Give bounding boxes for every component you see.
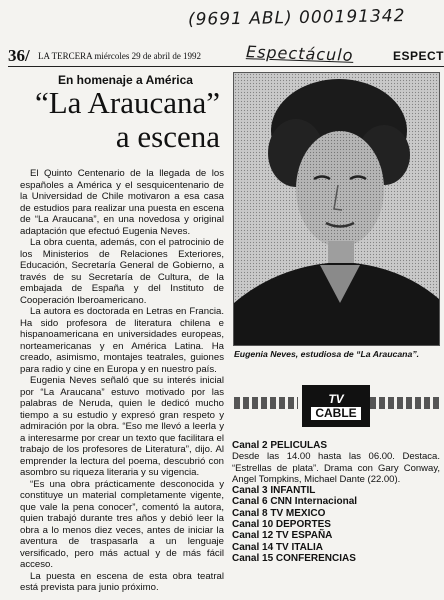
tv-logo-band-right xyxy=(370,397,440,409)
channel-description: Desde las 14.00 hasta las 06.00. Destaca. “Estrellas de plata”. Drama con Gary Conway, Angel Tompkins, Michael Dante (22.00). xyxy=(232,451,440,485)
article-headline xyxy=(20,86,220,154)
handwritten-section-note: Espectáculo xyxy=(245,42,354,65)
article-paragraph: El Quinto Centenario de la llegada de los españoles a América y el sesquicentenario de la Universidad de Chile motivaron a esa casa de estudios para realizar una puesta en escena de “La Araucana”, en una novedosa y original adaptación que efectuó Eugenia Neves. xyxy=(20,168,224,237)
article-paragraph: La autora es doctorada en Letras en Francia. Ha sido profesora de literatura chilena e hispanoamericana en universidades europeas, norteamericanas y en América Latina. Ha creado, asimismo, montajes teatrales, guiones para radio y cine en Europa y en nuestro país. xyxy=(20,306,224,375)
tv-listing xyxy=(232,440,440,564)
tv-logo-line-2: CABLE xyxy=(311,407,360,420)
channel-title: Canal 3 INFANTIL xyxy=(232,485,316,497)
article-kicker: En homenaje a América xyxy=(58,73,193,87)
handwritten-archive-note: (9691 ABL) 000191342 xyxy=(187,6,406,30)
portrait-photo xyxy=(233,72,440,346)
channel-title: Canal 10 DEPORTES xyxy=(232,519,331,531)
channel-title: Canal 6 CNN Internacional xyxy=(232,496,358,508)
article-paragraph: “Es una obra prácticamente desconocida y constituye un material completamente vigente, que vale la pena conocer”, comentó la autora, quien trabajó durante tres años y debió leer la obra a lo menos diez veces, antes de iniciar la aventura de traspasarla a un lenguaje versificado, pero más actual y de más fácil acceso. xyxy=(20,478,224,570)
tv-logo-band-left xyxy=(234,397,298,409)
tv-logo-line-1: TV xyxy=(328,391,344,406)
newspaper-dateline: LA TERCERA miércoles 29 de abril de 1992 xyxy=(38,51,202,61)
page-header xyxy=(8,46,444,67)
channel-title: Canal 8 TV MEXICO xyxy=(232,507,326,519)
channel-title: Canal 15 CONFERENCIAS xyxy=(232,552,356,564)
channel-title: Canal 12 TV ESPAÑA xyxy=(232,530,333,542)
article-paragraph: La puesta en escena de esta obra teatral está prevista para junio próximo. xyxy=(20,570,224,593)
article-paragraph: Eugenia Neves señaló que su interés inicial por “La Araucana” estuvo motivado por las palabras de Neruda, quien le dedicó mucho tiempo a su estudio y expresó gran respeto y admiración por la obra. “Eso me llevó a leerla y a interesarme por crear un texto que facilitara el trabajo de los profesores de Literatura”, dijo. Al emprender la lectura del poema, descubrió con asombro su riqueza literaria y su vigencia. xyxy=(20,375,224,478)
headline-line-2: a escena xyxy=(115,119,220,154)
headline-line-1: “La Araucana” xyxy=(34,85,220,120)
photo-caption: Eugenia Neves, estudiosa de “La Araucana”. xyxy=(234,349,420,359)
channel-title: Canal 2 PELICULAS xyxy=(232,440,328,451)
section-title: ESPECT xyxy=(392,49,444,63)
article-paragraph: La obra cuenta, además, con el patrocinio de los Ministerios de Relaciones Exteriores, Educación, Secretaría General de Gobierno, a través de su Secretaría de Cultura, de la embajada de España y del Instituto de Cooperación Iberoamericano. xyxy=(20,237,224,306)
channel-title: Canal 14 TV ITALIA xyxy=(232,541,323,553)
tv-cable-logo xyxy=(302,385,370,427)
portrait-illustration xyxy=(234,73,439,345)
article-body xyxy=(20,168,224,600)
page-number: 36/ xyxy=(8,46,30,65)
